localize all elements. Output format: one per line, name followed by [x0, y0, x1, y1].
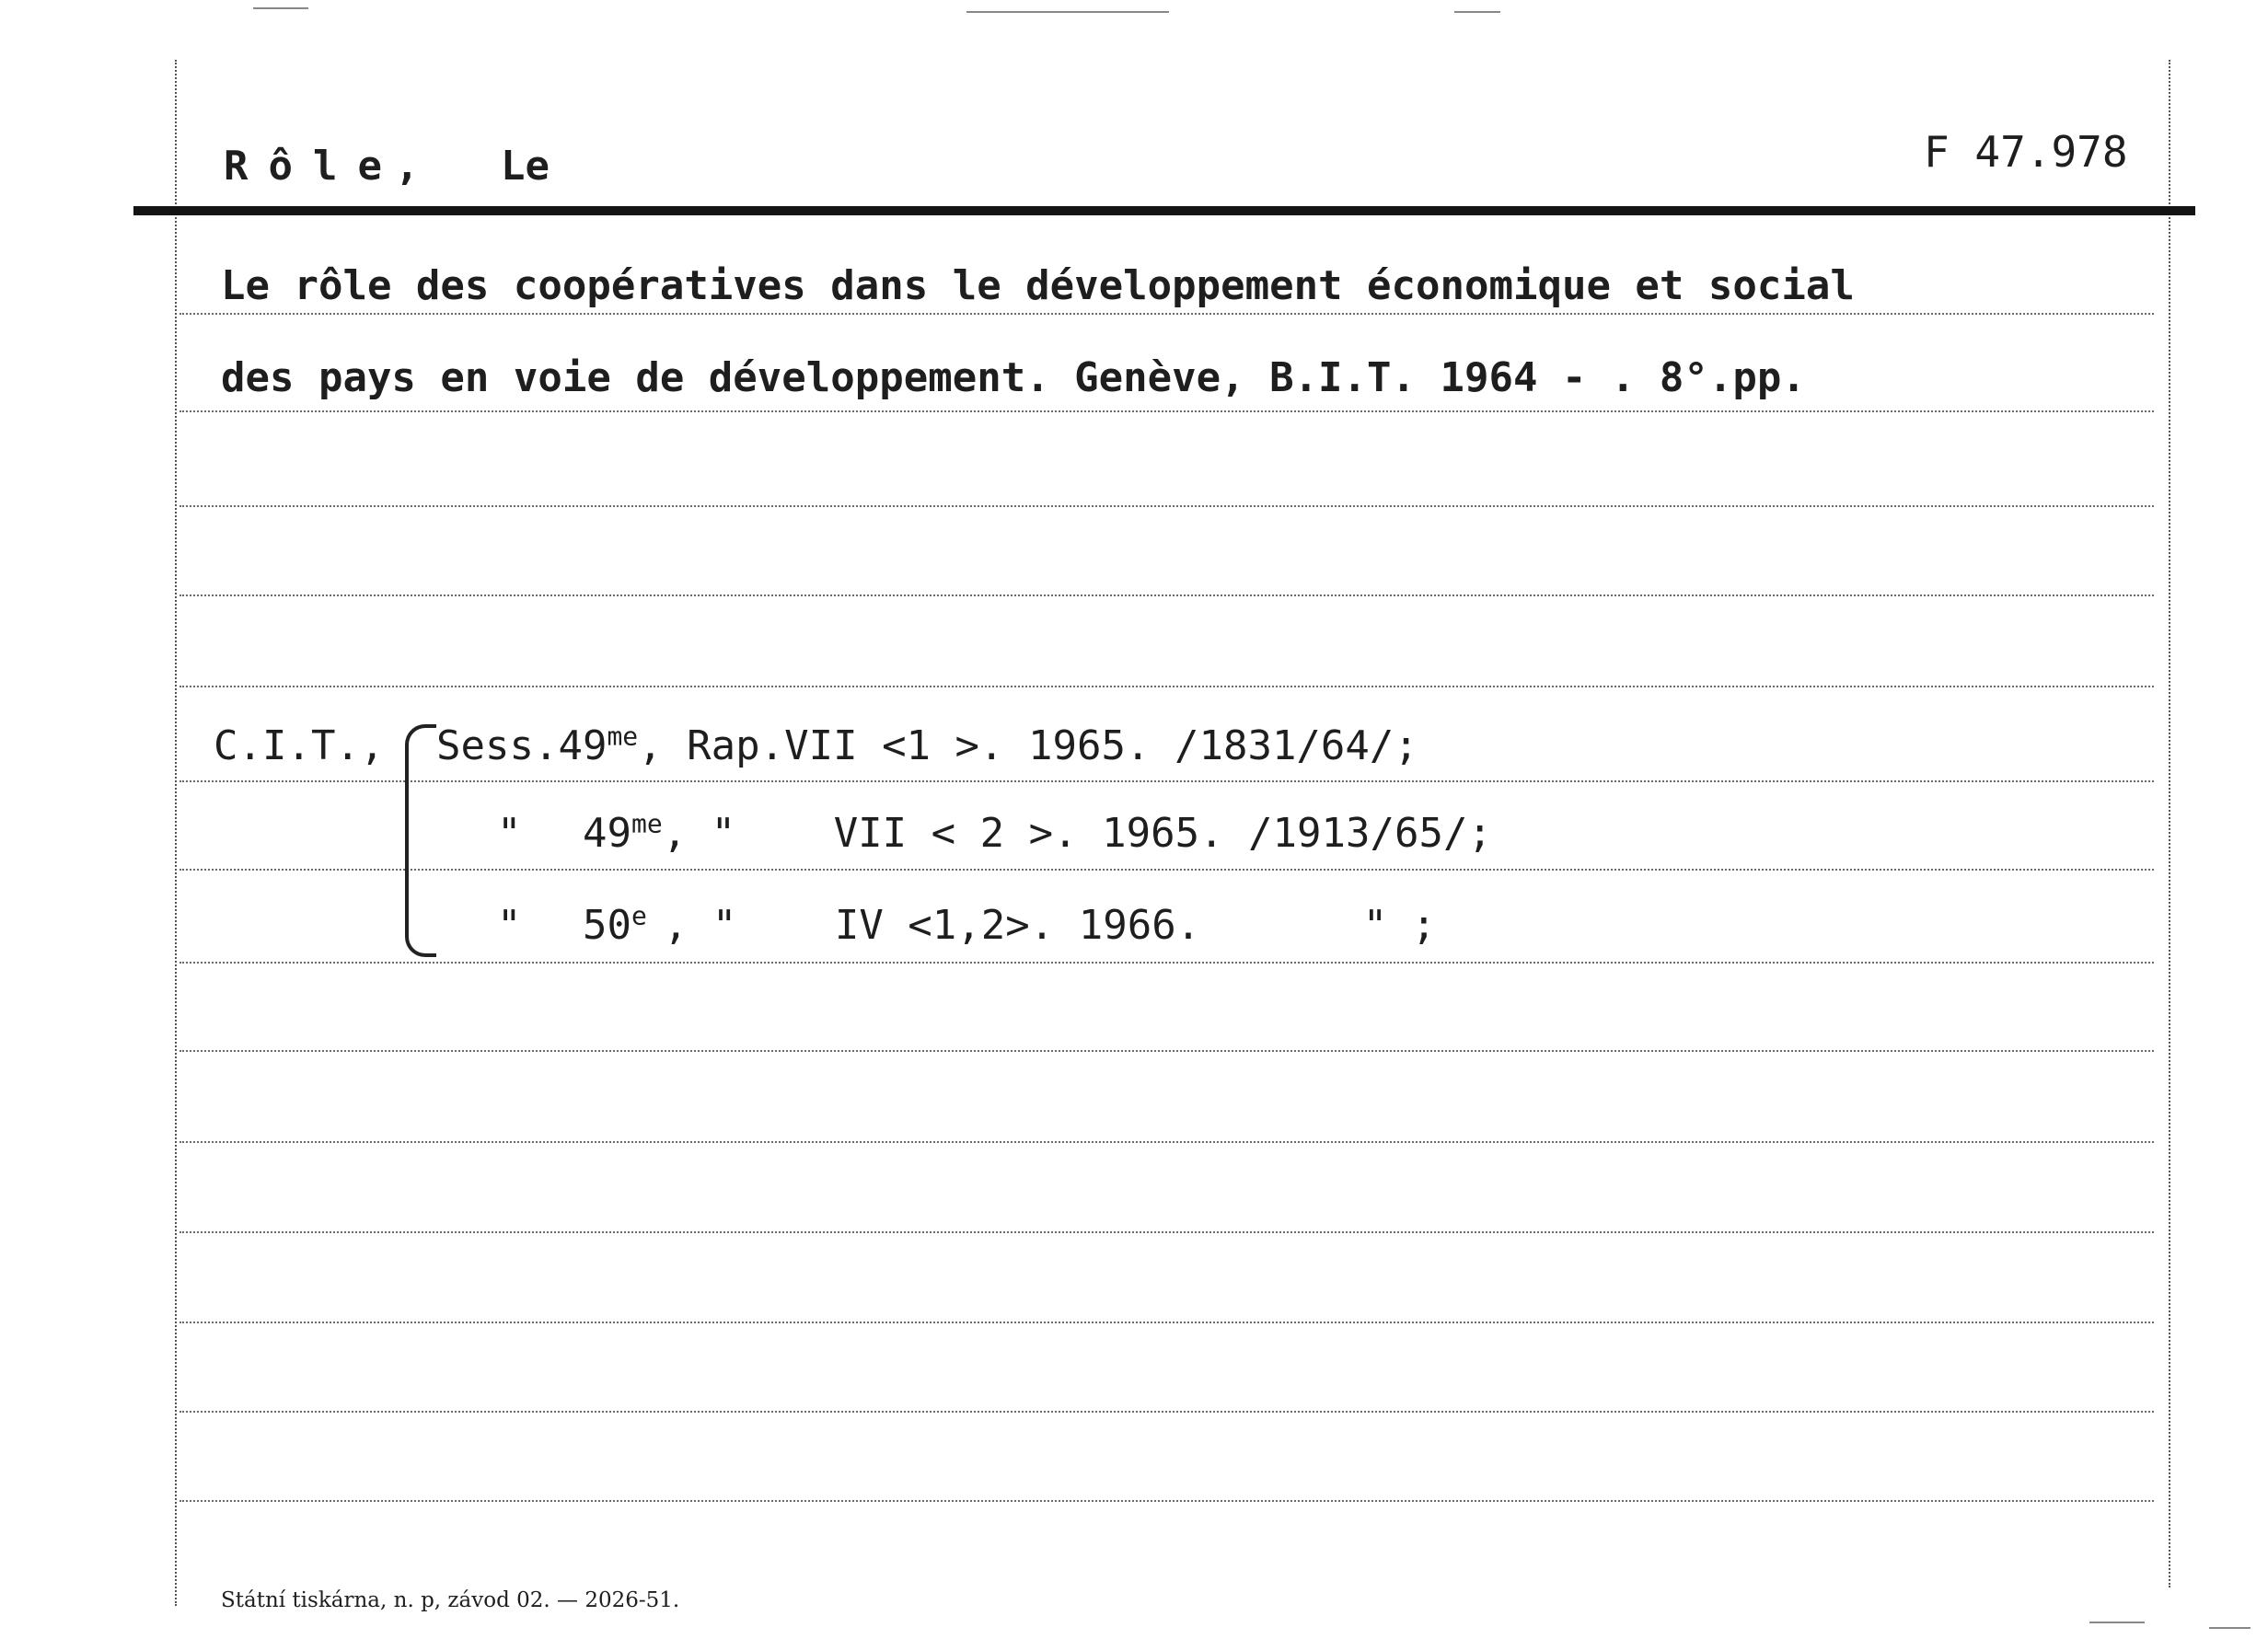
- scan-mark: [2089, 1622, 2145, 1623]
- reference-prefix: Sess.: [436, 722, 559, 769]
- heading-word: Rôle: [224, 143, 402, 190]
- ruled-line: [179, 869, 2154, 871]
- ruled-line: [179, 313, 2154, 315]
- ruled-line: [179, 686, 2154, 687]
- call-number: F 47.978: [1924, 127, 2128, 177]
- right-border: [2169, 60, 2170, 1587]
- reference-session: 49: [583, 810, 631, 857]
- references-label: C.I.T.,: [214, 722, 385, 769]
- scan-mark: [2209, 1627, 2251, 1629]
- reference-session: 49: [558, 722, 608, 769]
- ruled-line: [179, 1411, 2154, 1413]
- title-line-1: Le rôle des coopératives dans le développement économique et social: [221, 262, 1855, 309]
- reference-report: IV <1,2>.: [834, 902, 1055, 949]
- reference-year: 1965.: [1102, 810, 1224, 857]
- reference-suffix: me: [607, 721, 639, 752]
- reference-year: 1965.: [1028, 722, 1151, 769]
- heading-rule: [133, 206, 2195, 215]
- reference-session: 50: [583, 902, 631, 949]
- reference-sep: , ": [663, 902, 737, 949]
- reference-report: VII <1 >.: [784, 722, 1004, 769]
- reference-doc: " ;: [1362, 902, 1437, 949]
- ruled-line: [179, 1231, 2154, 1233]
- reference-row: [436, 722, 1418, 769]
- ruled-line: [179, 410, 2154, 412]
- ruled-line: [179, 780, 2154, 782]
- ruled-line: [179, 505, 2154, 507]
- reference-suffix: me: [631, 808, 663, 839]
- heading: [224, 143, 550, 190]
- reference-prefix: ": [497, 902, 522, 949]
- reference-report: VII < 2 >.: [833, 810, 1078, 857]
- scan-mark: [1454, 11, 1500, 13]
- reference-row: [497, 902, 1436, 949]
- ruled-line: [179, 1500, 2154, 1502]
- reference-row: [497, 810, 1492, 857]
- heading-article: Le: [500, 143, 550, 190]
- reference-doc: /1831/64/;: [1174, 722, 1418, 769]
- references-brace: [405, 724, 436, 957]
- ruled-line: [179, 1050, 2154, 1052]
- ruled-line: [179, 1322, 2154, 1323]
- ruled-line: [179, 962, 2154, 964]
- reference-year: 1966.: [1078, 902, 1201, 949]
- scan-mark: [966, 11, 1169, 13]
- reference-prefix: ": [497, 810, 522, 857]
- reference-sep: , ": [662, 810, 736, 857]
- printer-imprint: Státní tiskárna, n. p, závod 02. — 2026-51.: [221, 1588, 680, 1612]
- ruled-line: [179, 594, 2154, 596]
- reference-doc: /1913/65/;: [1248, 810, 1492, 857]
- heading-comma: ,: [394, 143, 440, 190]
- scan-mark: [253, 7, 308, 9]
- title-line-2: des pays en voie de développement. Genève, B.I.T. 1964 - . 8°.pp.: [221, 354, 1806, 401]
- reference-sep: , Rap.: [638, 722, 785, 769]
- ruled-line: [179, 1141, 2154, 1143]
- reference-suffix: e: [631, 900, 647, 931]
- left-border: [175, 60, 177, 1606]
